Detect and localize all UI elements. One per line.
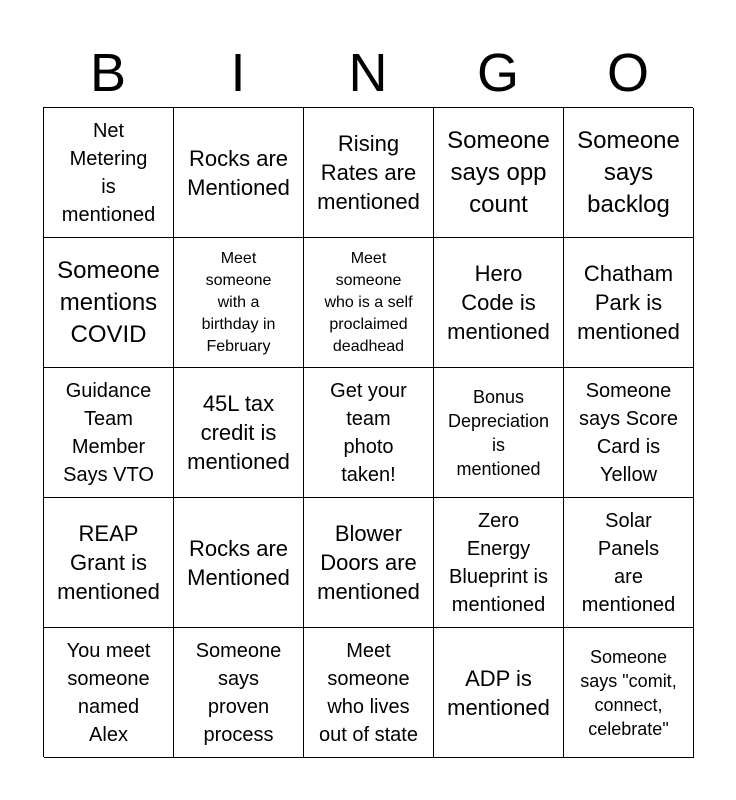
bingo-cell-r2-c2[interactable]: Meet someone with a birthday in February: [174, 238, 304, 368]
header-letter-o: O: [606, 43, 649, 103]
bingo-cell-r5-c4[interactable]: ADP is mentioned: [434, 628, 564, 758]
bingo-cell-r5-c2[interactable]: Someone says proven process: [174, 628, 304, 758]
bingo-cell-r3-c3[interactable]: Get your team photo taken!: [304, 368, 434, 498]
header-letter-g: G: [476, 43, 519, 103]
bingo-cell-r1-c4[interactable]: Someone says opp count: [434, 108, 564, 238]
bingo-cell-r2-c5[interactable]: Chatham Park is mentioned: [564, 238, 694, 368]
bingo-board: [43, 107, 693, 757]
bingo-cell-r4-c2[interactable]: Rocks are Mentioned: [174, 498, 304, 628]
bingo-header: [43, 40, 693, 106]
bingo-cell-r4-c1[interactable]: REAP Grant is mentioned: [44, 498, 174, 628]
bingo-cell-r1-c2[interactable]: Rocks are Mentioned: [174, 108, 304, 238]
bingo-cell-r1-c1[interactable]: Net Metering is mentioned: [44, 108, 174, 238]
bingo-cell-r4-c3[interactable]: Blower Doors are mentioned: [304, 498, 434, 628]
bingo-cell-r4-c4[interactable]: Zero Energy Blueprint is mentioned: [434, 498, 564, 628]
bingo-cell-r2-c4[interactable]: Hero Code is mentioned: [434, 238, 564, 368]
bingo-cell-r2-c1[interactable]: Someone mentions COVID: [44, 238, 174, 368]
header-letter-i: I: [230, 43, 246, 103]
bingo-cell-r1-c3[interactable]: Rising Rates are mentioned: [304, 108, 434, 238]
bingo-cell-r3-c5[interactable]: Someone says Score Card is Yellow: [564, 368, 694, 498]
bingo-cell-r1-c5[interactable]: Someone says backlog: [564, 108, 694, 238]
bingo-cell-r3-c4[interactable]: Bonus Depreciation is mentioned: [434, 368, 564, 498]
bingo-cell-r4-c5[interactable]: Solar Panels are mentioned: [564, 498, 694, 628]
bingo-cell-r5-c3[interactable]: Meet someone who lives out of state: [304, 628, 434, 758]
bingo-cell-r5-c1[interactable]: You meet someone named Alex: [44, 628, 174, 758]
bingo-cell-r5-c5[interactable]: Someone says "comit, connect, celebrate": [564, 628, 694, 758]
bingo-cell-r3-c2[interactable]: 45L tax credit is mentioned: [174, 368, 304, 498]
bingo-cell-r3-c1[interactable]: Guidance Team Member Says VTO: [44, 368, 174, 498]
header-letter-b: B: [89, 43, 127, 103]
header-letter-n: N: [348, 43, 388, 103]
bingo-cell-r2-c3[interactable]: Meet someone who is a self proclaimed deadhead: [304, 238, 434, 368]
